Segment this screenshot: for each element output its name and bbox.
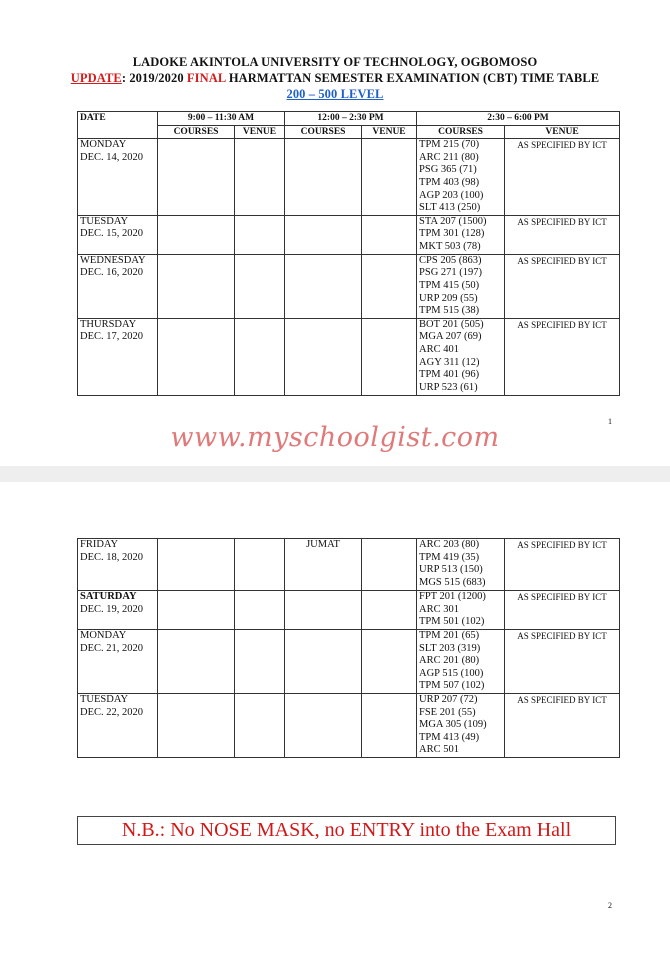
- empty-cell: [235, 591, 285, 630]
- day-name: THURSDAY: [80, 318, 137, 330]
- empty-cell: [158, 591, 235, 630]
- course-item: BOT 201 (505): [419, 318, 484, 330]
- course-item: ARC 501: [419, 744, 459, 756]
- course-item: PSG 365 (71): [419, 164, 477, 176]
- course-item: MGA 207 (69): [419, 331, 482, 343]
- slot-midday-header: 12:00 – 2:30 PM: [285, 112, 417, 126]
- course-item: TPM 215 (70): [419, 139, 480, 151]
- empty-cell: [362, 139, 417, 216]
- venue-cell: AS SPECIFIED BY ICT: [505, 694, 620, 758]
- university-name: LADOKE AKINTOLA UNIVERSITY OF TECHNOLOGY, OGBOMOSO: [132, 55, 538, 69]
- document-header: [0, 54, 670, 102]
- timetable-page-1: [77, 111, 620, 396]
- day-name: TUESDAY: [80, 215, 129, 227]
- empty-cell: [285, 139, 362, 216]
- course-item: FPT 201 (1200): [419, 591, 486, 602]
- document-page-1: [0, 0, 670, 466]
- courses-cell: [417, 630, 505, 694]
- level-label: 200 – 500 LEVEL: [286, 87, 384, 101]
- empty-cell: [285, 254, 362, 318]
- page-number: 1: [608, 417, 612, 426]
- day-name: TUESDAY: [80, 694, 129, 705]
- jumat-cell: JUMAT: [285, 539, 362, 591]
- exam-date: DEC. 18, 2020: [80, 551, 143, 563]
- course-item: TPM 515 (38): [419, 305, 480, 317]
- slot-evening-header: 2:30 – 6:00 PM: [417, 112, 620, 126]
- courses-cell: [417, 139, 505, 216]
- table-row: [78, 215, 620, 254]
- empty-cell: [362, 254, 417, 318]
- empty-cell: [158, 254, 235, 318]
- empty-cell: [235, 694, 285, 758]
- courses-cell: [417, 318, 505, 395]
- venue-cell: AS SPECIFIED BY ICT: [505, 215, 620, 254]
- date-cell: [78, 539, 158, 591]
- watermark-text: www.myschoolgist.com: [170, 422, 500, 453]
- course-item: TPM 507 (102): [419, 680, 485, 692]
- title-part-1: : 2019/2020: [121, 71, 187, 85]
- courses-cell: [417, 215, 505, 254]
- venue-cell: AS SPECIFIED BY ICT: [505, 591, 620, 630]
- empty-cell: [158, 694, 235, 758]
- slot-morning-header: 9:00 – 11:30 AM: [158, 112, 285, 126]
- course-item: ARC 201 (80): [419, 655, 480, 667]
- empty-cell: [235, 254, 285, 318]
- course-item: ARC 203 (80): [419, 539, 480, 550]
- empty-cell: [362, 539, 417, 591]
- timetable-page-2: [77, 538, 620, 758]
- date-header: DATE: [78, 112, 158, 139]
- exam-date: DEC. 16, 2020: [80, 267, 143, 279]
- course-item: TPM 201 (65): [419, 630, 480, 641]
- venue-cell: AS SPECIFIED BY ICT: [505, 630, 620, 694]
- courses-header: COURSES: [417, 125, 505, 139]
- empty-cell: [235, 139, 285, 216]
- course-item: AGP 515 (100): [419, 667, 484, 679]
- course-item: SLT 413 (250): [419, 202, 481, 214]
- empty-cell: [285, 694, 362, 758]
- exam-date: DEC. 19, 2020: [80, 603, 143, 615]
- empty-cell: [235, 539, 285, 591]
- exam-date: DEC. 22, 2020: [80, 706, 143, 718]
- date-cell: [78, 318, 158, 395]
- final-label: FINAL: [186, 71, 226, 85]
- date-cell: [78, 694, 158, 758]
- exam-date: DEC. 14, 2020: [80, 151, 143, 163]
- empty-cell: [362, 215, 417, 254]
- exam-date: DEC. 15, 2020: [80, 228, 143, 240]
- empty-cell: [235, 318, 285, 395]
- course-item: MKT 503 (78): [419, 240, 481, 252]
- day-name: SATURDAY: [80, 591, 137, 602]
- table-row: [78, 318, 620, 395]
- course-item: ARC 401: [419, 343, 459, 355]
- empty-cell: [158, 215, 235, 254]
- day-name: WEDNESDAY: [80, 254, 146, 266]
- header-row-times: [78, 112, 620, 126]
- course-item: FSE 201 (55): [419, 706, 476, 718]
- exam-date: DEC. 21, 2020: [80, 642, 143, 654]
- venue-cell: AS SPECIFIED BY ICT: [505, 539, 620, 591]
- course-item: TPM 413 (49): [419, 731, 480, 743]
- venue-cell: AS SPECIFIED BY ICT: [505, 139, 620, 216]
- course-item: URP 513 (150): [419, 564, 483, 576]
- empty-cell: [362, 694, 417, 758]
- date-cell: [78, 591, 158, 630]
- empty-cell: [362, 591, 417, 630]
- empty-cell: [285, 215, 362, 254]
- empty-cell: [158, 139, 235, 216]
- courses-cell: [417, 539, 505, 591]
- empty-cell: [158, 318, 235, 395]
- courses-cell: [417, 591, 505, 630]
- course-item: URP 209 (55): [419, 292, 478, 304]
- date-cell: [78, 630, 158, 694]
- exam-date: DEC. 17, 2020: [80, 331, 143, 343]
- table-row: [78, 694, 620, 758]
- page-number: 2: [608, 901, 612, 910]
- course-item: SLT 203 (319): [419, 642, 481, 654]
- course-item: TPM 403 (98): [419, 176, 480, 188]
- table-row: [78, 254, 620, 318]
- date-cell: [78, 254, 158, 318]
- venue-header: VENUE: [505, 125, 620, 139]
- course-item: TPM 419 (35): [419, 551, 480, 563]
- notice-box: N.B.: No NOSE MASK, no ENTRY into the Exam Hall: [77, 816, 616, 845]
- header-row-columns: [78, 125, 620, 139]
- course-item: AGY 311 (12): [419, 356, 480, 368]
- empty-cell: [158, 539, 235, 591]
- empty-cell: [285, 591, 362, 630]
- course-item: MGS 515 (683): [419, 576, 486, 588]
- document-page-2: [0, 482, 670, 960]
- venue-header: VENUE: [362, 125, 417, 139]
- course-item: ARC 211 (80): [419, 151, 479, 163]
- venue-cell: AS SPECIFIED BY ICT: [505, 254, 620, 318]
- day-name: MONDAY: [80, 139, 127, 151]
- course-item: STA 207 (1500): [419, 215, 487, 227]
- day-name: FRIDAY: [80, 539, 119, 550]
- date-cell: [78, 139, 158, 216]
- update-label: UPDATE: [70, 71, 122, 85]
- empty-cell: [285, 318, 362, 395]
- course-item: TPM 401 (96): [419, 369, 480, 381]
- course-item: TPM 415 (50): [419, 279, 480, 291]
- empty-cell: [235, 215, 285, 254]
- course-item: AGP 203 (100): [419, 189, 484, 201]
- venue-header: VENUE: [235, 125, 285, 139]
- courses-cell: [417, 694, 505, 758]
- empty-cell: [362, 630, 417, 694]
- empty-cell: [235, 630, 285, 694]
- day-name: MONDAY: [80, 630, 127, 641]
- empty-cell: [158, 630, 235, 694]
- table-row: [78, 139, 620, 216]
- course-item: PSG 271 (197): [419, 267, 483, 279]
- course-item: TPM 301 (128): [419, 228, 485, 240]
- venue-cell: AS SPECIFIED BY ICT: [505, 318, 620, 395]
- courses-cell: [417, 254, 505, 318]
- table-row: [78, 630, 620, 694]
- course-item: MGA 305 (109): [419, 719, 487, 731]
- course-item: URP 207 (72): [419, 694, 478, 705]
- date-cell: [78, 215, 158, 254]
- table-row: [78, 539, 620, 591]
- course-item: TPM 501 (102): [419, 616, 485, 628]
- course-item: CPS 205 (863): [419, 254, 482, 266]
- course-item: URP 523 (61): [419, 381, 478, 393]
- title-part-2: HARMATTAN SEMESTER EXAMINATION (CBT) TIME TABLE: [225, 71, 600, 85]
- empty-cell: [362, 318, 417, 395]
- courses-header: COURSES: [285, 125, 362, 139]
- courses-header: COURSES: [158, 125, 235, 139]
- table-row: [78, 591, 620, 630]
- timetable-title: [0, 70, 670, 86]
- empty-cell: [285, 630, 362, 694]
- course-item: ARC 301: [419, 603, 459, 615]
